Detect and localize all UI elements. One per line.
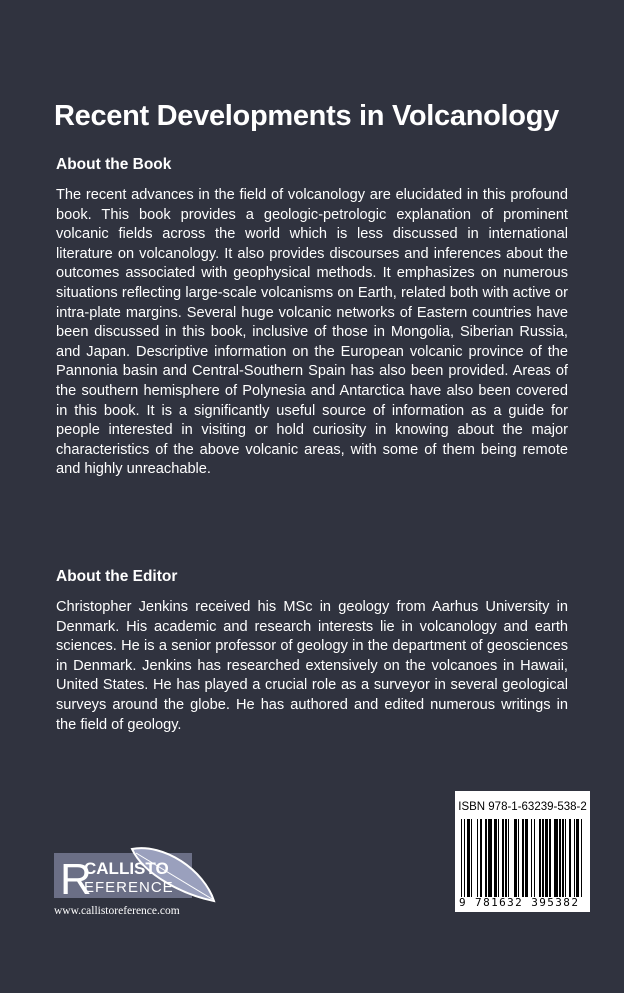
logo-line1: CALLISTO (84, 859, 169, 878)
isbn-barcode (455, 791, 590, 912)
about-book-heading: About the Book (56, 156, 172, 173)
barcode-bar (582, 819, 583, 897)
publisher-url[interactable]: www.callistoreference.com (54, 905, 180, 917)
logo-line2: EFERENCE (84, 879, 174, 896)
publisher-logo (54, 845, 214, 905)
book-title: Recent Developments in Volcanology (54, 100, 559, 132)
about-book-text: The recent advances in the field of volcanology are elucidated in this profound book. This book provides a geologic-petrologic explanation of prominent volcanic fields across the world which is less discussed in international literature on volcanology. It also provides discourses and inferences about the outcomes associated with geophysical methods. It emphasizes on numerous situations reflecting large-scale volcanisms on Earth, related both with active or intra-plate margins. Several huge volcanic networks of Eastern countries have been discussed in this book, inclusive of those in Mongolia, Siberian Russia, and Japan. Descriptive information on the European volcanic province of the Pannonia basin and Central-Southern Spain has also been provided. Areas of the southern hemisphere of Polynesia and Antarctica have also been covered in this book. It is a significantly useful source of information as a guide for people interested in visiting or hold curiosity in knowing about the major characteristics of the above volcanic areas, with some of them being remote and highly unreachable. (56, 187, 568, 478)
about-editor-text: Christopher Jenkins received his MSc in geology from Aarhus University in Denmark. His academic and research interests lie in volcanology and earth sciences. He is a senior professor of geology in the department of geosciences in Denmark. Jenkins has researched extensively on the volcanoes in Hawaii, United States. He has played a crucial role as a surveyor in several geological surveys around the globe. He has authored and edited numerous writings in the field of geology. (56, 599, 568, 733)
about-editor-heading: About the Editor (56, 568, 178, 585)
barcode-bars (461, 819, 584, 897)
barcode-digits: 9 781632 395382 (459, 896, 580, 909)
isbn-label: ISBN 978-1-63239-538-2 (458, 801, 587, 813)
logo-r: R (60, 855, 92, 904)
